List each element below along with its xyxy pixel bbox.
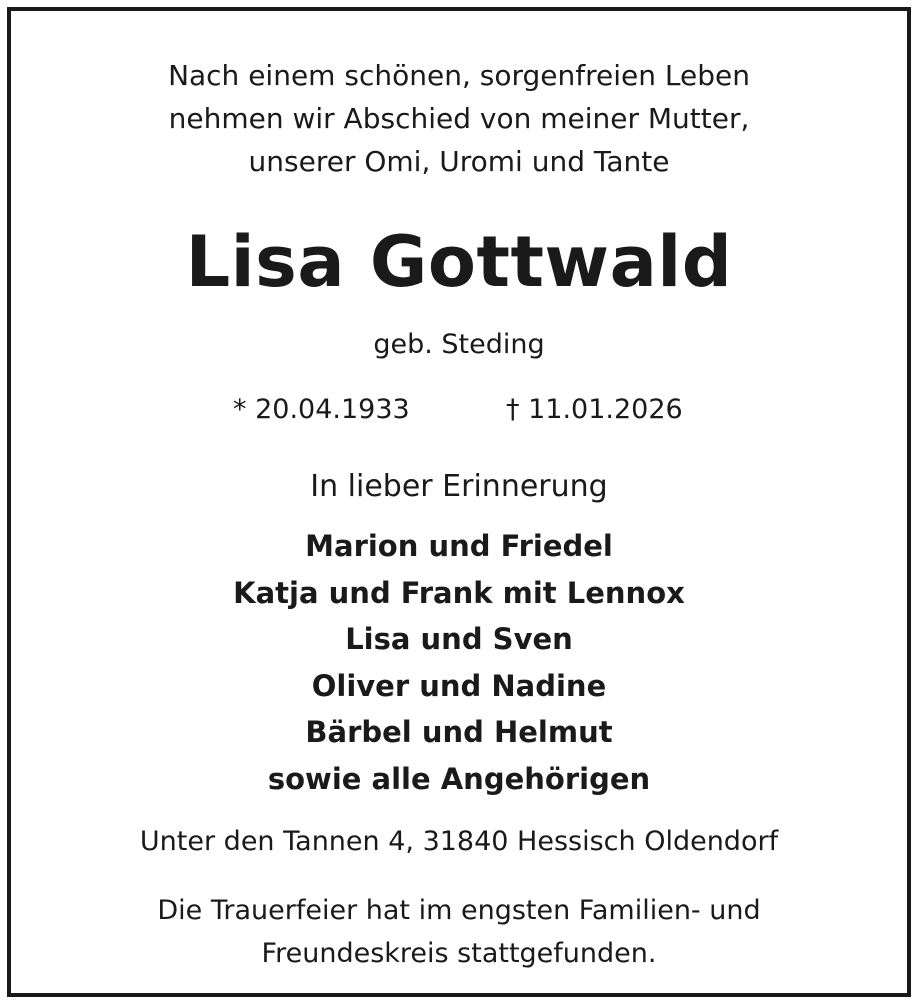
deceased-name: Lisa Gottwald	[185, 221, 733, 303]
birth-date: * 20.04.1933	[233, 394, 410, 425]
mourner-line: Katja und Frank mit Lennox	[233, 575, 685, 610]
memory-heading: In lieber Erinnerung	[310, 469, 608, 504]
mourner-line: Marion und Friedel	[305, 529, 613, 563]
intro-line: nehmen wir Abschied von meiner Mutter,	[168, 102, 750, 135]
mourners-list	[11, 523, 907, 802]
closing-line: Die Trauerfeier hat im engsten Familien- und	[157, 895, 761, 926]
intro-line: Nach einem schönen, sorgenfreien Leben	[168, 59, 750, 92]
mourner-line: Lisa und Sven	[345, 622, 573, 656]
death-date: † 11.01.2026	[506, 394, 683, 425]
mourner-line: sowie alle Angehörigen	[267, 761, 651, 796]
address-line: Unter den Tannen 4, 31840 Hessisch Oldendorf	[139, 826, 779, 857]
obituary-notice	[7, 7, 911, 997]
intro-text	[11, 54, 907, 183]
maiden-name: geb. Steding	[373, 329, 545, 360]
life-dates	[11, 394, 907, 434]
mourner-line: Oliver und Nadine	[311, 668, 607, 703]
intro-line: unserer Omi, Uromi und Tante	[248, 145, 670, 178]
closing-text	[11, 889, 907, 975]
mourner-line: Bärbel und Helmut	[305, 715, 613, 749]
closing-line: Freundeskreis stattgefunden.	[261, 938, 657, 969]
